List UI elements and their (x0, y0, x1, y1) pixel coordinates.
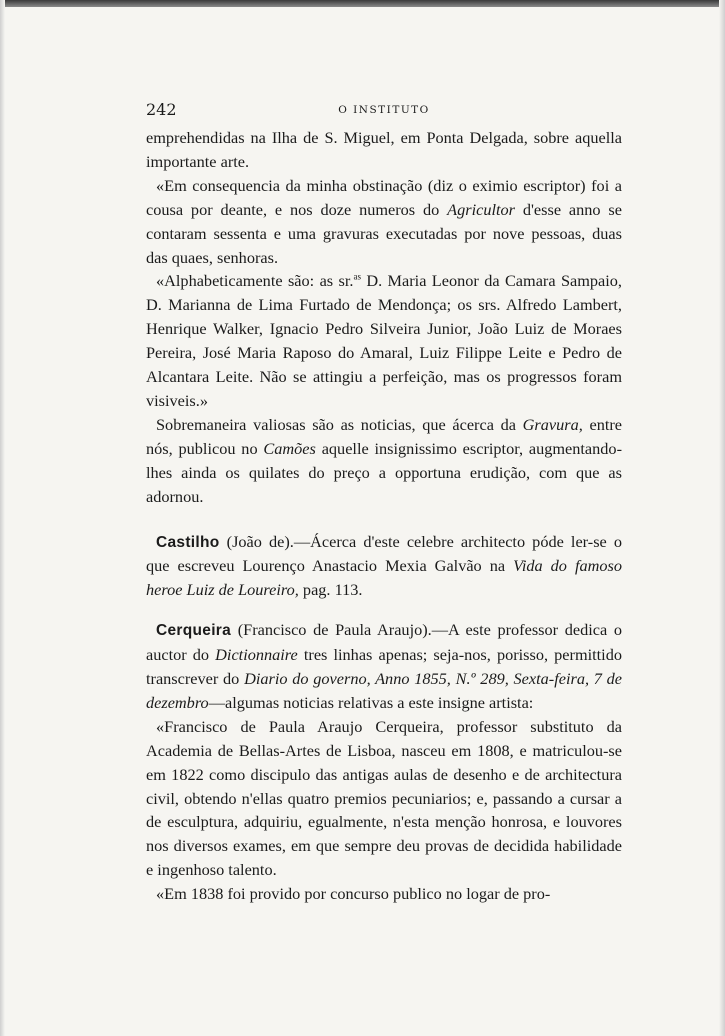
left-page-edge (0, 0, 5, 1036)
entry-heading-cerqueira: Cerqueira (156, 622, 232, 640)
body-text (146, 126, 622, 906)
paragraph-cerqueira-biography: «Francisco de Paula Araujo Cerqueira, professor substituto da Academia de Bellas-Artes de Lisboa, nasceu em 1808, e matriculou-se em 1822 como discipulo das antigas aulas de desenho e de architectura civil, obtendo n'ellas quatro premios pecuniarios; e, passando a cursar a de esculptura, adquiriu, egualmente, n'esta menção honrosa, e louvores nos diversos exames, em que sempre deu provas de decidida habilidade e ingenhoso talento. (146, 716, 622, 880)
book-page (146, 100, 622, 906)
paragraph-gravura-notes: Sobremaneira valiosas são as noticias, que ácerca da Gravura, entre nós, publicou no Camões aquelle insignissimo escriptor, augmentando-lhes ainda os quilates do preço a opportuna erudição, com que as adornou. (146, 414, 623, 506)
paragraph-continuation: emprehendidas na Ilha de S. Miguel, em Ponta Delgada, sobre aquella importante arte. (146, 128, 622, 171)
section-gap (146, 509, 622, 530)
right-page-edge (719, 0, 725, 1036)
paragraph-engravers-list: «Alphabeticamente são: as sr.$^{as}$ D. Maria Leonor da Camara Sampaio, D. Marianna de Lima Furtado de Mendonça; os srs. Alfredo Lambert, Henrique Walker, Ignacio Pedro Silveira Junior, João Luiz de Moraes Pereira, José Maria Raposo do Amaral, Luiz Filippe Leite e Pedro de Alcantara Leite. Não se attingiu a perfeição, mas os progressos foram visiveis.» (146, 271, 622, 410)
paragraph-cerqueira-1838: «Em 1838 foi provido por concurso publico no logar de pro- (156, 884, 551, 904)
entry-castilho: Castilho (João de).—Ácerca d'este celebre architecto póde ler-se o que escreveu Lourenço Anastacio Mexia Galvão na Vida do famoso heroe Luiz de Loureiro, pag. 113. (146, 531, 622, 600)
top-border (0, 0, 725, 7)
entry-cerqueira: Cerqueira (Francisco de Paula Araujo).—A este professor dedica o auctor do Dictionnaire tres linhas apenas; seja-nos, porisso, permittido transcrever do Diario do governo, Anno 1855, N.º 289, Sexta-feira, 7 de dezembro—algumas noticias relativas a este insigne artista: (146, 620, 623, 712)
running-head (146, 100, 622, 126)
paragraph-quote-agricultor: «Em consequencia da minha obstinação (diz o eximio escriptor) foi a cousa por deante, e nos doze numeros do Agricultor d'esse anno se contaram sessenta e uma gravuras executadas por nove pessoas, duas das quaes, senhoras. (146, 175, 622, 267)
section-gap (146, 602, 622, 618)
running-title: O INSTITUTO (338, 104, 430, 116)
page-number: 242 (146, 100, 177, 119)
entry-heading-castilho: Castilho (156, 533, 220, 551)
